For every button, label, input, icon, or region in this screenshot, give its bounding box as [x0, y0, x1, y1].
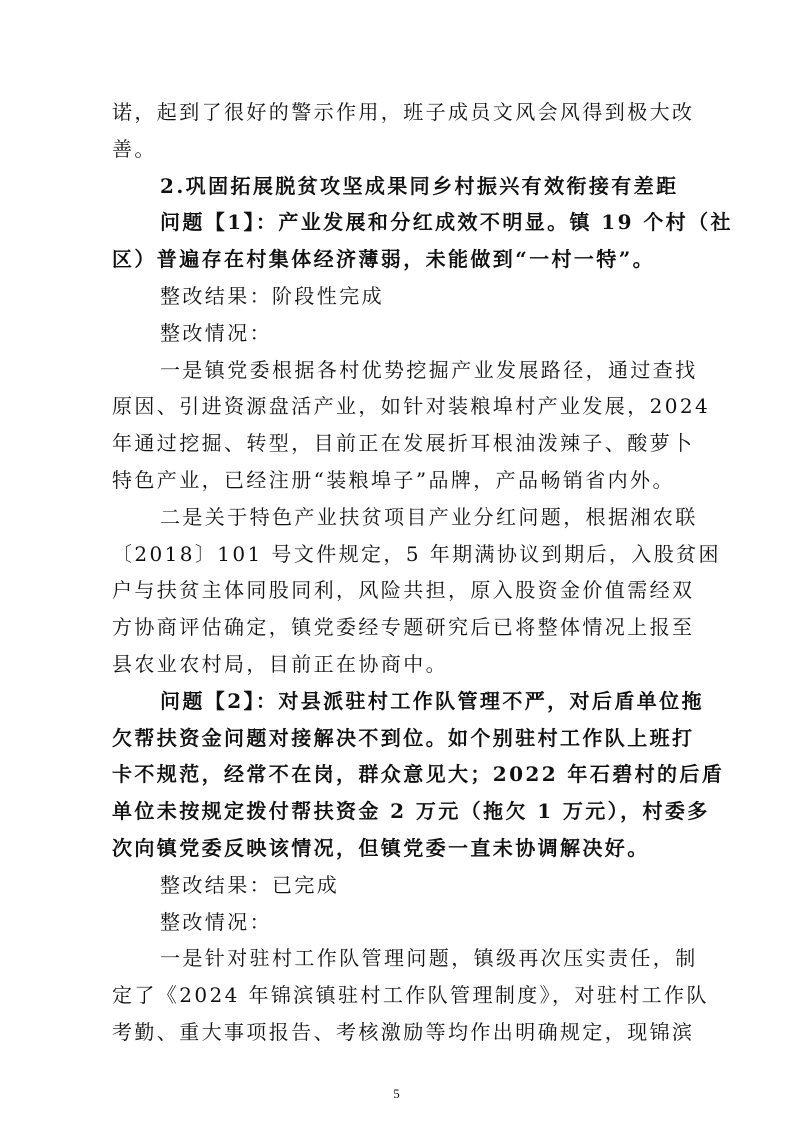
paragraph-line: 考勤、重大事项报告、考核激励等均作出明确规定，现锦滨 [112, 1020, 695, 1044]
problem-1-title: 问题【1】：产业发展和分红成效不明显。镇 19 个村（社 [160, 210, 733, 235]
paragraph-line: 户与扶贫主体同股同利，风险共担，原入股资金价值需经双 [112, 578, 695, 603]
paragraph-line: 〔2018〕101 号文件规定，5 年期满协议到期后，入股贫困 [112, 541, 721, 566]
paragraph-line: 方协商评估确定，镇党委经专题研究后已将整体情况上报至 [112, 615, 695, 640]
problem-2-title-cont: 单位未按规定拨付帮扶资金 2 万元（拖欠 1 万元），村委多 [112, 799, 710, 824]
problem-2-title-cont: 欠帮扶资金问题对接解决不到位。如个别驻村工作队上班打 [112, 725, 695, 750]
paragraph-line: 一是镇党委根据各村优势挖掘产业发展路径，通过查找 [160, 357, 698, 382]
page-number: 5 [393, 1086, 400, 1101]
problem-2-title: 问题【2】：对县派驻村工作队管理不严，对后盾单位拖 [160, 688, 704, 713]
paragraph-line: 二是关于特色产业扶贫项目产业分红问题，根据湘农联 [160, 504, 698, 529]
paragraph-line: 一是针对驻村工作队管理问题，镇级再次压实责任，制 [160, 946, 698, 971]
problem-2-title-cont: 卡不规范，经常不在岗，群众意见大；2022 年石碧村的后盾 [112, 762, 725, 787]
paragraph-line: 特色产业，已经注册“装粮埠子”品牌，产品畅销省内外。 [112, 468, 675, 492]
rectification-result: 整改结果：阶段性完成 [160, 284, 384, 308]
text-line: 诺，起到了很好的警示作用，班子成员文风会风得到极大改 [112, 100, 695, 124]
section-heading: 2.巩固拓展脱贫攻坚成果同乡村振兴有效衔接有差距 [160, 173, 679, 198]
rectification-status-label: 整改情况： [160, 909, 272, 934]
text-line: 善。 [112, 136, 157, 161]
paragraph-line: 定了《2024 年锦滨镇驻村工作队管理制度》，对驻村工作队 [112, 983, 709, 1008]
paragraph-line: 原因、引进资源盘活产业，如针对装粮埠村产业发展，2024 [112, 394, 711, 419]
paragraph-line: 县农业农村局，目前正在协商中。 [112, 652, 448, 676]
rectification-result: 整改结果：已完成 [160, 872, 340, 897]
problem-2-title-cont: 次向镇党委反映该情况，但镇党委一直未协调解决好。 [112, 836, 650, 860]
problem-1-title-cont: 区）普遍存在村集体经济薄弱，未能做到“一村一特”。 [112, 247, 656, 272]
rectification-status-label: 整改情况： [160, 320, 272, 345]
paragraph-line: 年通过挖掘、转型，目前正在发展折耳根油泼辣子、酸萝卜 [112, 431, 695, 456]
